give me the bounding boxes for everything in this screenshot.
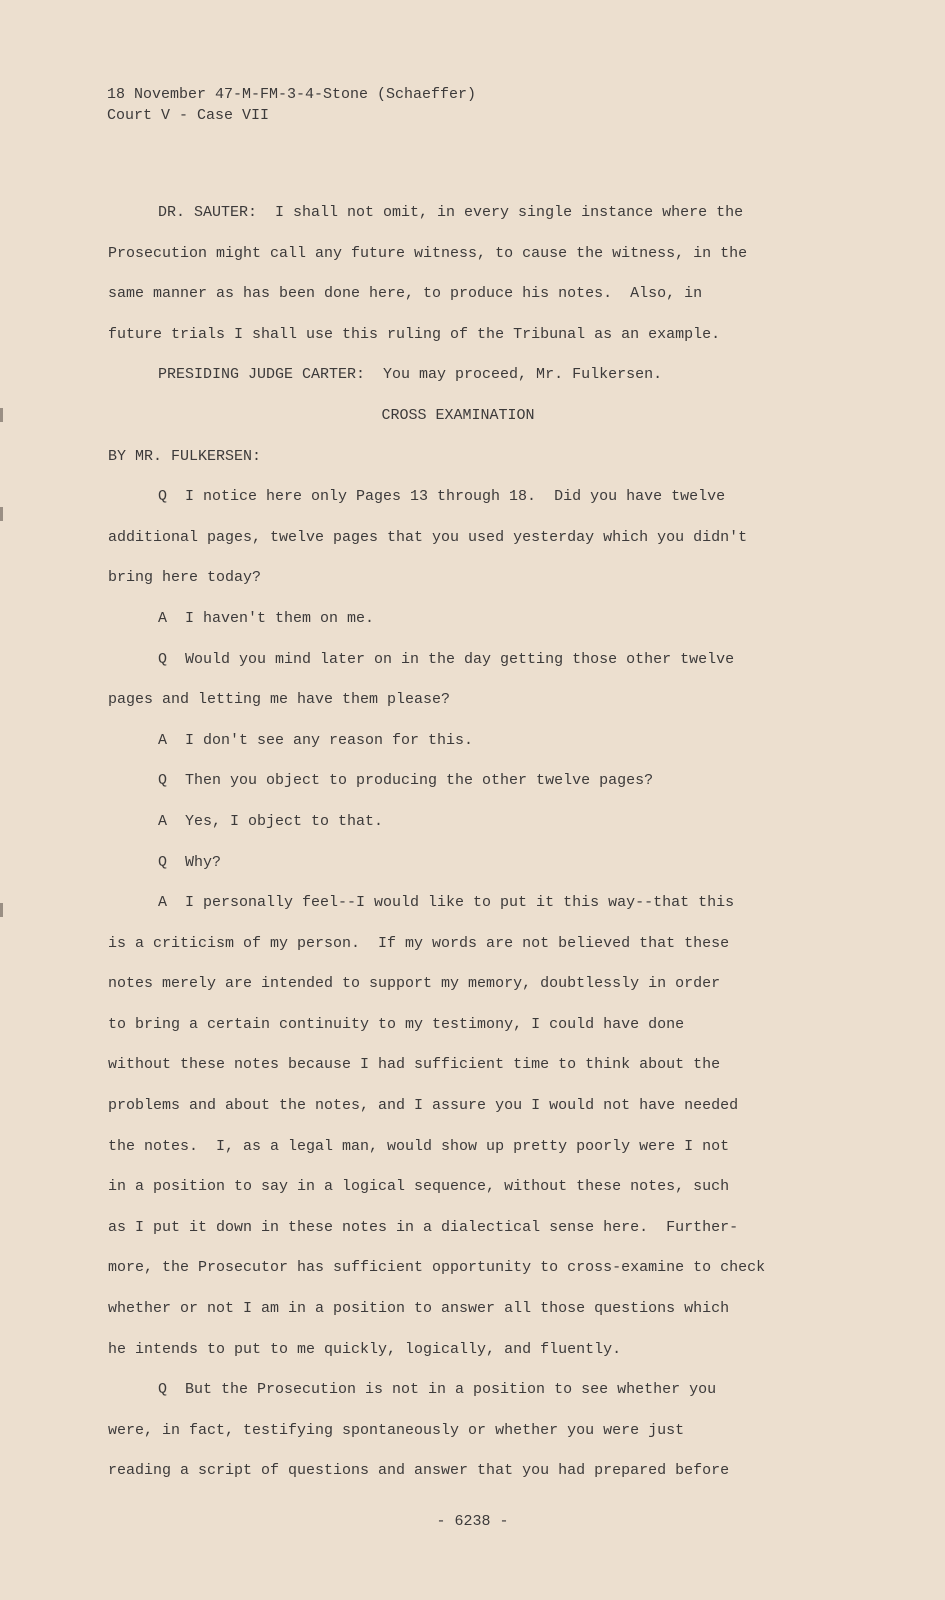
transcript-line: whether or not I am in a position to answer all those questions which (108, 1300, 730, 1318)
transcript-line: A I haven't them on me. (158, 609, 375, 627)
transcript-line: CROSS EXAMINATION (381, 406, 535, 424)
transcript-line: Q But the Prosecution is not in a position to see whether you (158, 1381, 717, 1399)
transcript-line: additional pages, twelve pages that you used yesterday which you didn't (108, 528, 748, 546)
transcript-line: Q Would you mind later on in the day getting those other twelve (158, 650, 735, 668)
transcript-line: in a position to say in a logical sequence, without these notes, such (108, 1178, 730, 1196)
transcript-body (108, 200, 848, 1499)
page-number: - 6238 - (436, 1513, 509, 1530)
transcript-line: is a criticism of my person. If my words are not believed that these (108, 934, 730, 952)
transcript-line: without these notes because I had sufficient time to think about the (108, 1056, 721, 1074)
transcript-line: A I personally feel--I would like to put it this way--that this (158, 894, 735, 912)
transcript-line: as I put it down in these notes in a dialectical sense here. Further- (108, 1218, 739, 1236)
transcript-line: same manner as has been done here, to produce his notes. Also, in (108, 285, 703, 303)
transcript-line: more, the Prosecutor has sufficient opportunity to cross-examine to check (108, 1259, 766, 1277)
transcript-line: he intends to put to me quickly, logically, and fluently. (108, 1340, 622, 1358)
transcript-line: were, in fact, testifying spontaneously or whether you were just (108, 1421, 685, 1439)
header-line-1: 18 November 47-M-FM-3-4-Stone (Schaeffer) (107, 86, 477, 103)
transcript-line: bring here today? (108, 569, 262, 587)
punch-mark (0, 903, 3, 917)
transcript-line: problems and about the notes, and I assure you I would not have needed (108, 1097, 739, 1115)
transcript-line: to bring a certain continuity to my testimony, I could have done (108, 1015, 685, 1033)
transcript-line: Prosecution might call any future witness, to cause the witness, in the (108, 244, 748, 262)
transcript-line: Q I notice here only Pages 13 through 18. Did you have twelve (158, 488, 726, 506)
transcript-line: notes merely are intended to support my memory, doubtlessly in order (108, 975, 721, 993)
punch-mark (0, 507, 3, 521)
transcript-line: A I don't see any reason for this. (158, 731, 474, 749)
transcript-line: DR. SAUTER: I shall not omit, in every single instance where the (158, 204, 744, 221)
transcript-line: future trials I shall use this ruling of the Tribunal as an example. (108, 325, 721, 343)
punch-mark (0, 408, 3, 422)
header (107, 84, 476, 126)
transcript-line: Q Why? (158, 853, 222, 871)
transcript-line: Q Then you object to producing the other twelve pages? (158, 772, 654, 790)
transcript-line: A Yes, I object to that. (158, 812, 384, 830)
header-line-2: Court V - Case VII (107, 107, 270, 124)
transcript-line: the notes. I, as a legal man, would show up pretty poorly were I not (108, 1137, 730, 1155)
transcript-line: reading a script of questions and answer that you had prepared before (108, 1462, 730, 1480)
transcript-line: pages and letting me have them please? (108, 691, 451, 709)
transcript-line: BY MR. FULKERSEN: (108, 447, 262, 465)
transcript-line: PRESIDING JUDGE CARTER: You may proceed, Mr. Fulkersen. (158, 366, 663, 384)
